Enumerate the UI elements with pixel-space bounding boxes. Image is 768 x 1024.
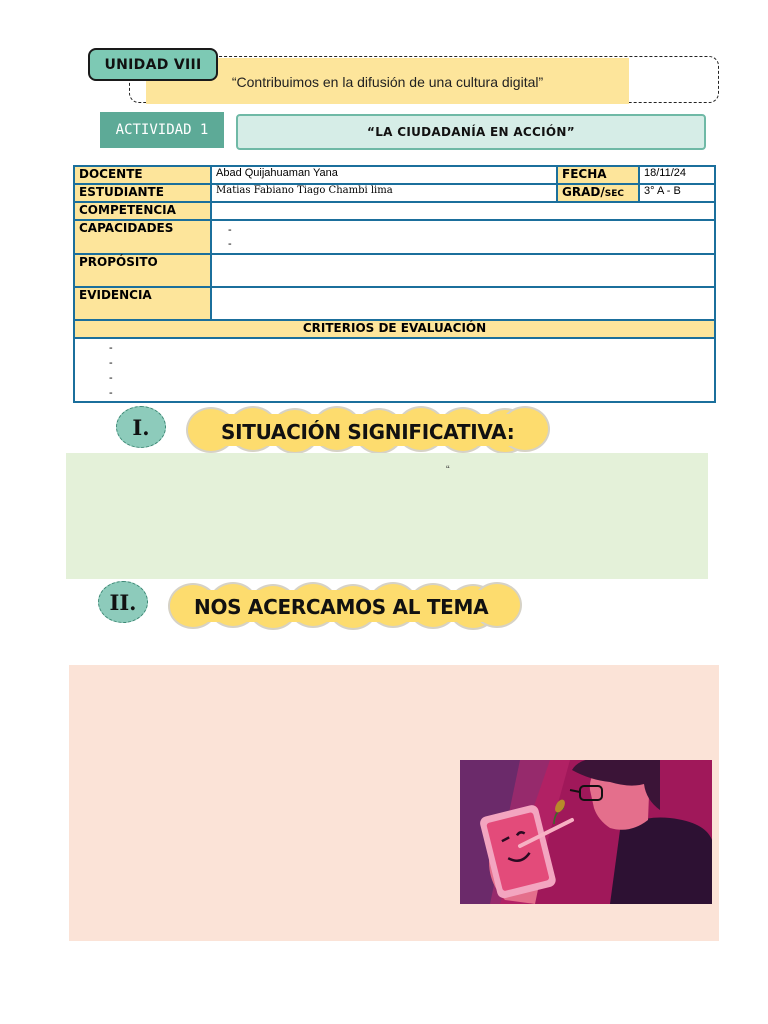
grado-field[interactable]: 3° A - B [639,184,715,202]
section-1-numeral: I. [116,406,166,448]
docente-label: DOCENTE [74,166,211,184]
activity-badge: ACTIVIDAD 1 [100,112,224,148]
fake-news-illustration [460,760,712,904]
unit-quote: “Contribuimos en la difusión de una cultura digital” [231,74,544,90]
capacidades-field[interactable] [211,220,715,254]
criterios-label: CRITERIOS DE EVALUACIÓN [74,320,715,338]
proposito-field[interactable] [211,254,715,287]
list-item: - [228,238,232,250]
evidencia-field[interactable] [211,287,715,320]
section-1-title: SITUACIÓN SIGNIFICATIVA: [221,420,515,444]
fecha-label: FECHA [557,166,639,184]
proposito-label: PROPÓSITO [74,254,211,287]
list-item: - [109,357,113,369]
criterios-field[interactable] [74,338,715,402]
section-2-title: NOS ACERCAMOS AL TEMA [194,595,489,619]
competencia-field[interactable] [211,202,715,220]
docente-field[interactable]: Abad Quijahuaman Yana [211,166,557,184]
activity-title: “LA CIUDADANÍA EN ACCIÓN” [236,114,706,150]
evidencia-label: EVIDENCIA [74,287,211,320]
competencia-label: COMPETENCIA [74,202,211,220]
section-2-numeral: II. [98,581,148,623]
capacidades-label: CAPACIDADES [74,220,211,254]
grado-label: GRAD/SEC [557,184,639,202]
list-item: - [109,342,113,354]
situacion-quote-mark: “ [446,464,450,476]
estudiante-label: ESTUDIANTE [74,184,211,202]
fecha-field[interactable]: 18/11/24 [639,166,715,184]
list-item: - [228,224,232,236]
list-item: - [109,372,113,384]
situacion-content-box[interactable] [66,453,708,579]
estudiante-field[interactable]: Matias Fabiano Tiago Chambi lima [211,184,557,202]
info-table [73,165,716,403]
unit-badge: UNIDAD VIII [88,48,218,81]
list-item: - [109,387,113,399]
